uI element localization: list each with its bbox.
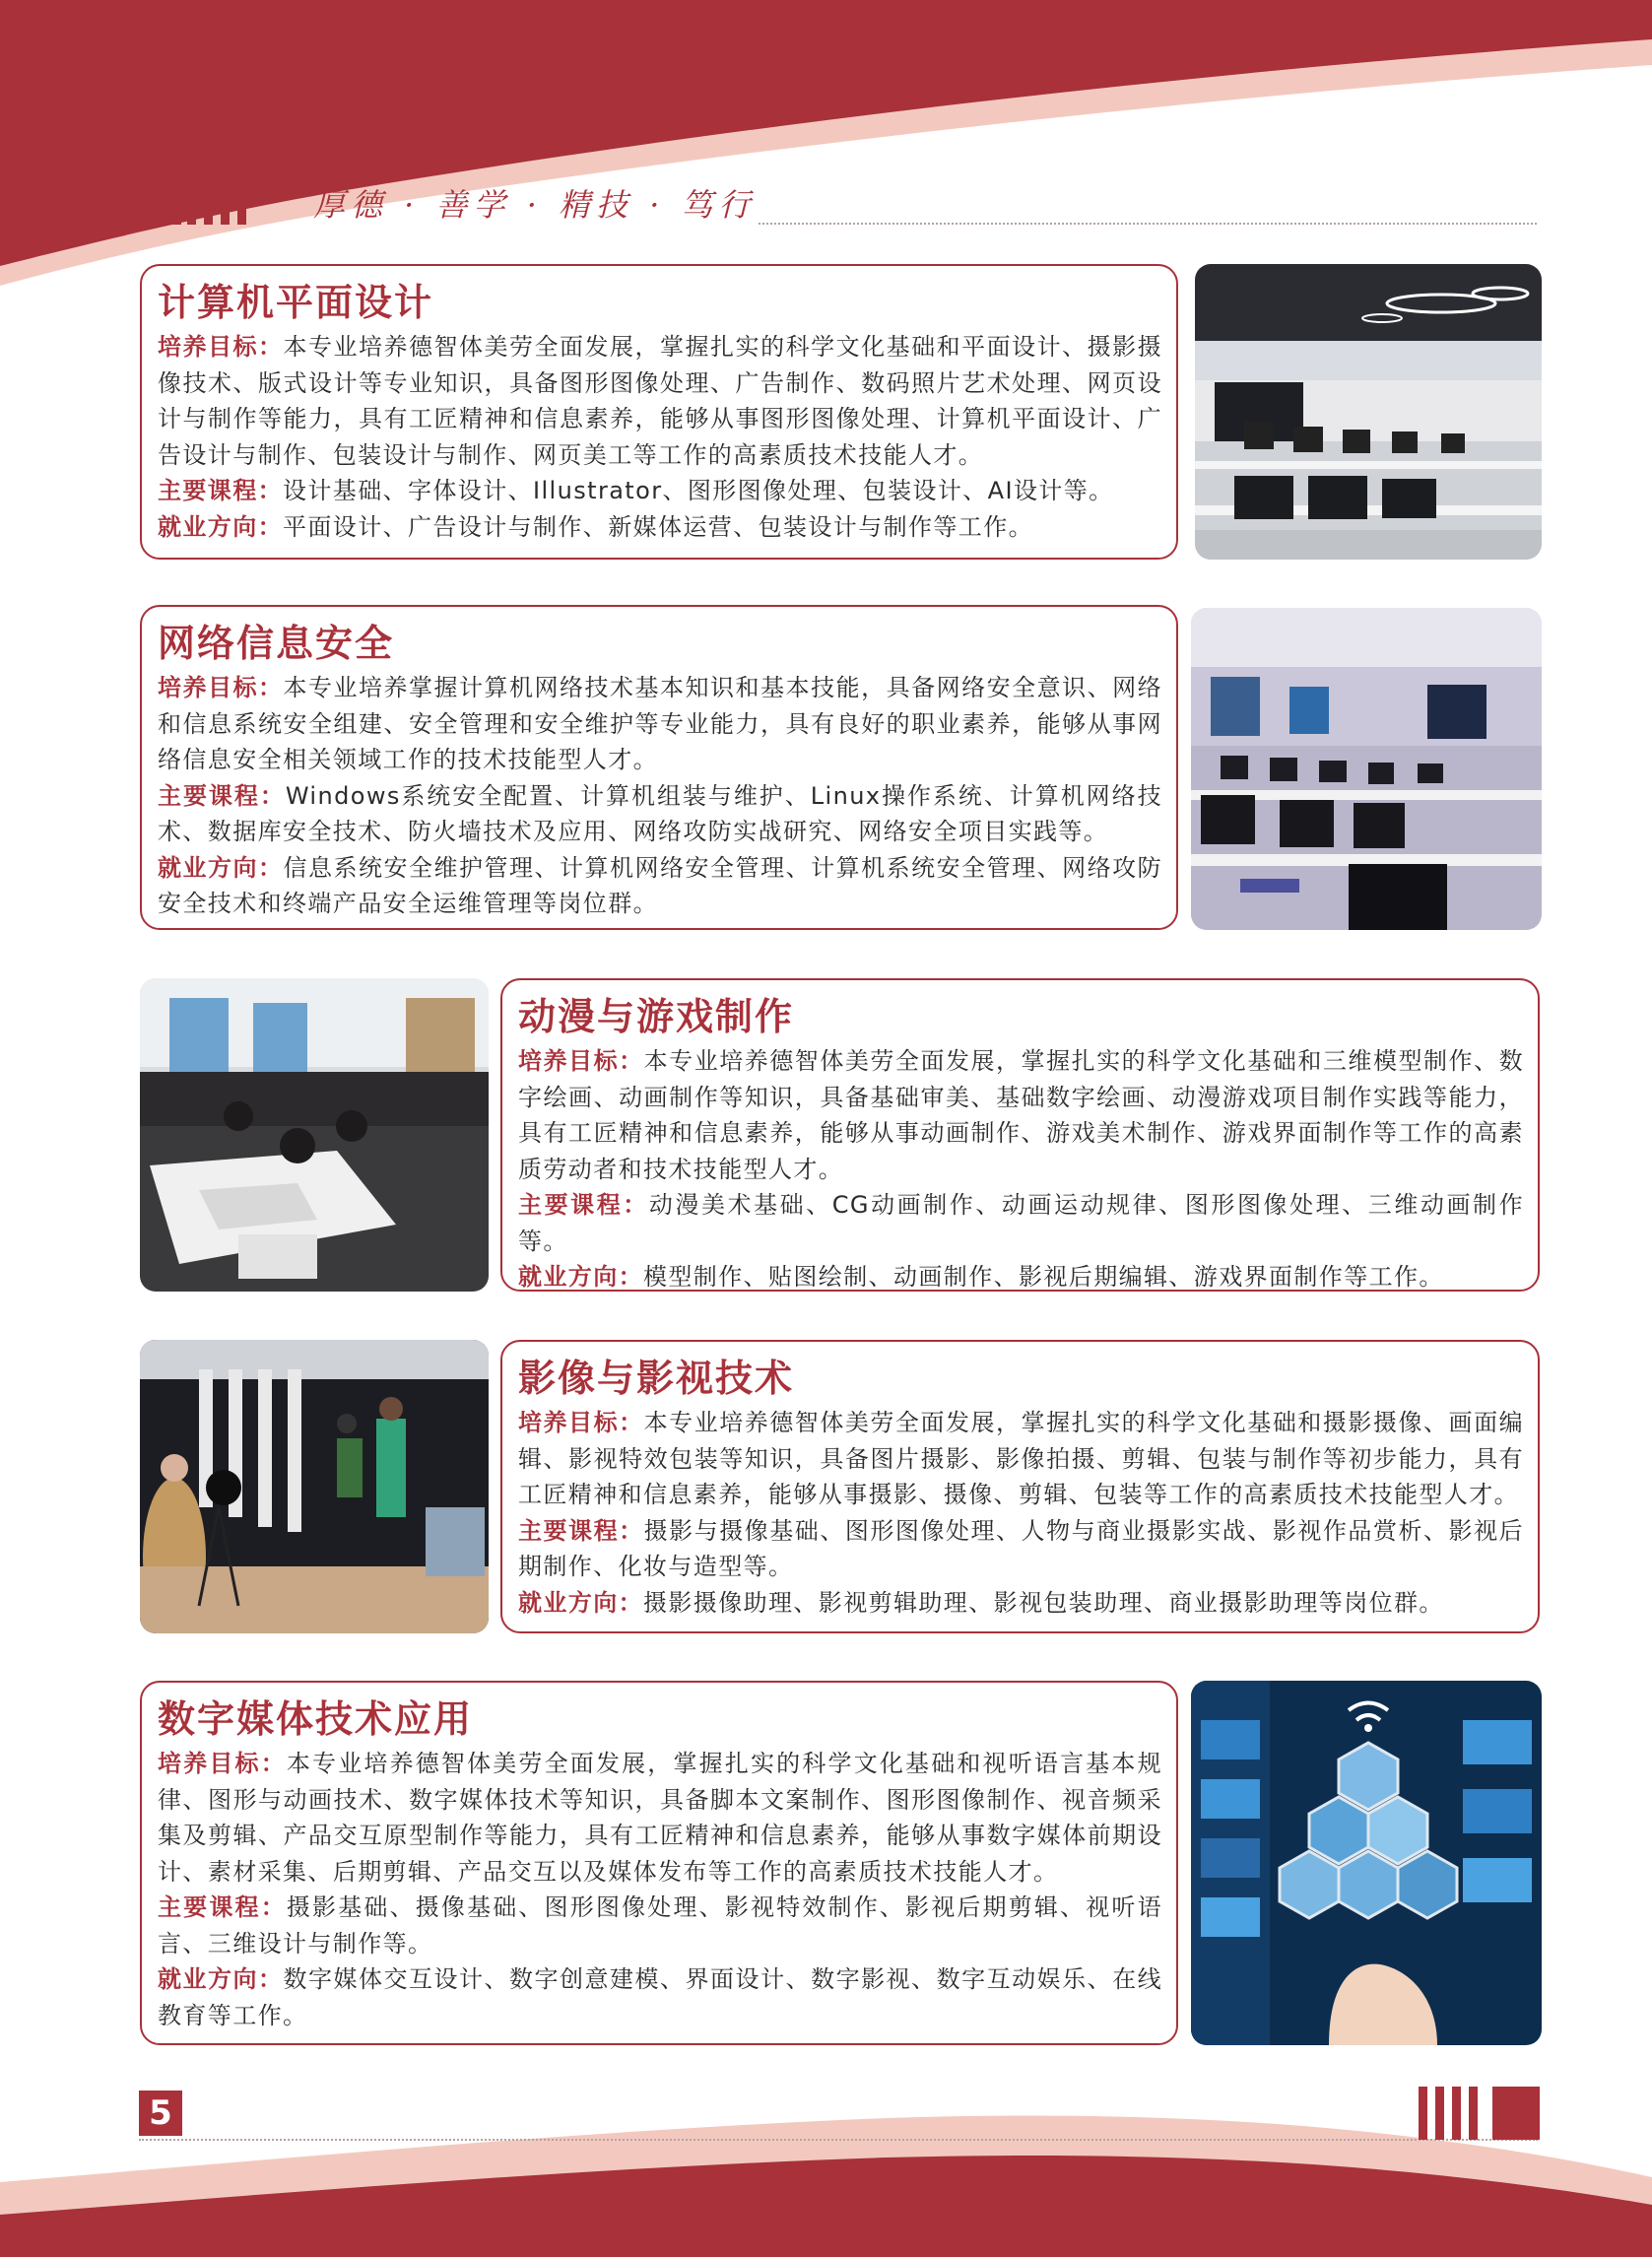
major-jobs xyxy=(518,1585,1524,1622)
footer-stripes xyxy=(1419,2087,1478,2140)
goal-text: 本专业培养掌握计算机网络技术基本知识和基本技能，具备网络安全意识、网络和信息系统安全组建、安全管理和安全维护等专业能力，具有良好的职业素养，能够从事网络信息安全相关领域工作的技术技能型人才。 xyxy=(158,674,1162,773)
major-courses xyxy=(518,1187,1524,1259)
header-stripes xyxy=(187,173,246,225)
major-goal xyxy=(158,670,1162,778)
job-label: 就业方向： xyxy=(518,1588,643,1617)
course-text: 设计基础、字体设计、Illustrator、图形图像处理、包装设计、AI设计等。 xyxy=(283,477,1114,504)
job-text: 平面设计、广告设计与制作、新媒体运营、包装设计与制作等工作。 xyxy=(283,512,1033,541)
major-jobs xyxy=(158,509,1162,546)
major-title: 数字媒体技术应用 xyxy=(158,1697,474,1741)
job-text: 数字媒体交互设计、数字创意建模、界面设计、数字影视、数字互动娱乐、在线教育等工作。 xyxy=(158,1965,1162,2029)
school-motto: 厚德 · 善学 · 精技 · 笃行 xyxy=(313,186,757,224)
major-courses xyxy=(158,1890,1162,1961)
goal-label: 培养目标： xyxy=(158,333,284,361)
course-label: 主要课程： xyxy=(158,781,286,810)
goal-label: 培养目标： xyxy=(518,1047,644,1075)
header-divider xyxy=(759,223,1537,225)
major-goal xyxy=(518,1043,1524,1187)
major-goal xyxy=(518,1405,1524,1513)
major-title: 动漫与游戏制作 xyxy=(518,995,795,1038)
header-block xyxy=(138,173,181,225)
job-text: 信息系统安全维护管理、计算机网络安全管理、计算机系统安全管理、网络攻防安全技术和终端产品安全运维管理等岗位群。 xyxy=(158,853,1162,917)
job-label: 就业方向： xyxy=(158,1965,284,1993)
major-card-film-video xyxy=(500,1340,1540,1633)
goal-text: 本专业培养德智体美劳全面发展，掌握扎实的科学文化基础和平面设计、摄影摄像技术、版式设计等专业知识，具备图形图像处理、广告制作、数码照片艺术处理、网页设计与制作等能力，具有工匠精神和信息素养，能够从事图形图像处理、计算机平面设计、广告设计与制作、包装设计与制作、网页美工等工作的高素质技术技能人才。 xyxy=(158,333,1162,469)
major-card-graphic-design xyxy=(140,264,1178,560)
goal-label: 培养目标： xyxy=(158,674,284,701)
major-courses xyxy=(158,473,1162,509)
job-label: 就业方向： xyxy=(158,512,283,541)
course-text: Windows系统安全配置、计算机组装与维护、Linux操作系统、计算机网络技术、数据库安全技术、防火墙技术及应用、网络攻防实战研究、网络安全项目实践等。 xyxy=(158,781,1162,845)
goal-text: 本专业培养德智体美劳全面发展，掌握扎实的科学文化基础和摄影摄像、画面编辑、影视特效包装等知识，具备图片摄影、影像拍摄、剪辑、包装与制作等初步能力，具有工匠精神和信息素养，能够从事摄影、摄像、剪辑、包装等工作的高素质技术技能型人才。 xyxy=(518,1409,1524,1508)
course-text: 动漫美术基础、CG动画制作、动画运动规律、图形图像处理、三维动画制作等。 xyxy=(518,1191,1525,1255)
job-label: 就业方向： xyxy=(518,1263,643,1291)
digital-media-graphic xyxy=(1191,1681,1542,2045)
course-label: 主要课程： xyxy=(518,1516,644,1545)
drawing-class-photo xyxy=(140,978,489,1292)
footer-block xyxy=(1492,2087,1540,2140)
job-text: 模型制作、贴图绘制、动画制作、影视后期编辑、游戏界面制作等工作。 xyxy=(643,1263,1444,1291)
major-card-animation-game xyxy=(500,978,1540,1292)
major-title: 网络信息安全 xyxy=(158,622,395,665)
major-goal xyxy=(158,329,1162,473)
major-card-digital-media xyxy=(140,1681,1178,2045)
goal-label: 培养目标： xyxy=(158,1750,287,1777)
major-card-network-security xyxy=(140,605,1178,930)
computer-lab-photo xyxy=(1195,264,1542,560)
major-courses xyxy=(518,1513,1524,1585)
job-label: 就业方向： xyxy=(158,853,284,882)
network-lab-photo xyxy=(1191,608,1542,930)
major-title: 计算机平面设计 xyxy=(158,281,434,324)
course-text: 摄影基础、摄像基础、图形图像处理、影视特效制作、影视后期剪辑、视听语言、三维设计与制作等。 xyxy=(158,1893,1162,1958)
page-number: 5 xyxy=(139,2091,182,2136)
major-jobs xyxy=(158,1961,1162,2033)
job-text: 摄影摄像助理、影视剪辑助理、影视包装助理、商业摄影助理等岗位群。 xyxy=(643,1588,1444,1617)
major-goal xyxy=(158,1746,1162,1890)
footer-divider xyxy=(139,2139,1538,2141)
course-label: 主要课程： xyxy=(158,1893,287,1921)
major-jobs xyxy=(158,850,1162,922)
course-label: 主要课程： xyxy=(518,1191,649,1219)
course-label: 主要课程： xyxy=(158,477,283,504)
major-courses xyxy=(158,778,1162,850)
goal-text: 本专业培养德智体美劳全面发展，掌握扎实的科学文化基础和三维模型制作、数字绘画、动画制作等知识，具备基础审美、基础数字绘画、动漫游戏项目制作实践等能力，具有工匠精神和信息素养，能够从事动画制作、游戏美术制作、游戏界面制作等工作的高素质劳动者和技术技能型人才。 xyxy=(518,1047,1524,1183)
goal-label: 培养目标： xyxy=(518,1409,644,1436)
photo-studio-photo xyxy=(140,1340,489,1633)
major-title: 影像与影视技术 xyxy=(518,1357,795,1400)
goal-text: 本专业培养德智体美劳全面发展，掌握扎实的科学文化基础和视听语言基本规律、图形与动画技术、数字媒体技术等知识，具备脚本文案制作、图形图像制作、视音频采集及剪辑、产品交互原型制作等能力，具有工匠精神和信息素养，能够从事数字媒体前期设计、素材采集、后期剪辑、产品交互以及媒体发布等工作的高素质技术技能人才。 xyxy=(158,1750,1162,1886)
major-jobs xyxy=(518,1259,1524,1295)
course-text: 摄影与摄像基础、图形图像处理、人物与商业摄影实战、影视作品赏析、影视后期制作、化妆与造型等。 xyxy=(518,1516,1524,1580)
